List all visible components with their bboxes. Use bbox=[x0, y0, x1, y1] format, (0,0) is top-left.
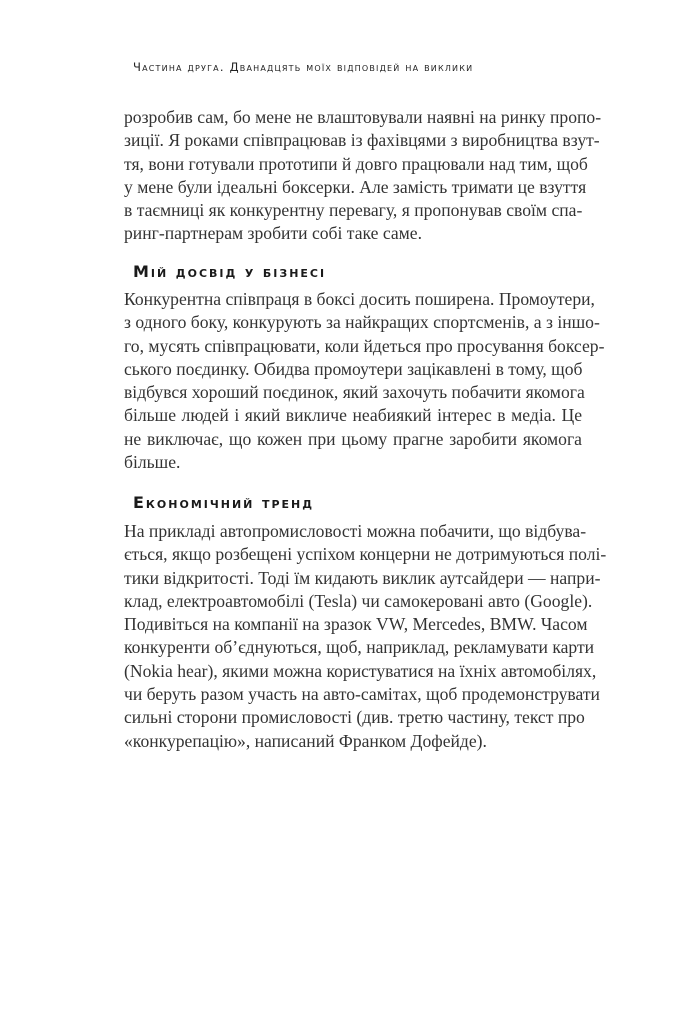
text-line: (Nokia hear), якими можна користуватися на їхніх автомобілях, bbox=[124, 660, 597, 681]
text-line: клад, електроавтомобілі (Tesla) чи самокеровані авто (Google). bbox=[124, 590, 593, 611]
text-line: зиції. Я роками співпрацював із фахівцями з виробництва взут- bbox=[124, 130, 600, 151]
paragraph-continuation bbox=[124, 106, 602, 246]
text-line: ринг-партнерам зробити собі таке саме. bbox=[124, 223, 423, 244]
text-line: більше людей і який викличе неабиякий інтерес в медіа. Це bbox=[124, 405, 582, 426]
text-line: тя, вони готували прототипи й довго працювали над тим, щоб bbox=[124, 153, 588, 174]
text-line: Подивіться на компанії на зразок VW, Mercedes, BMW. Часом bbox=[124, 614, 588, 635]
section-heading-business: Мій досвід у бізнесі bbox=[133, 262, 327, 281]
text-line: розробив сам, бо мене не влаштовували наявні на ринку пропо- bbox=[124, 107, 602, 127]
text-line: відбувся хороший поєдинок, який захочуть побачити якомога bbox=[124, 382, 585, 403]
text-line: в таємниці як конкурентну перевагу, я пропонував своїм спа- bbox=[124, 200, 583, 221]
text-line: ського поєдинку. Обидва промоутери зацікавлені в тому, щоб bbox=[124, 358, 583, 379]
paragraph-economic-trend bbox=[124, 520, 607, 753]
section-heading-economic-trend: Економічний тренд bbox=[133, 493, 315, 512]
text-line: Конкурентна співпраця в боксі досить поширена. Промоутери, bbox=[124, 289, 595, 309]
text-line: більше. bbox=[124, 452, 181, 473]
text-line: тики відкритості. Тоді їм кидають виклик аутсайдери — напри- bbox=[124, 567, 601, 588]
text-line: у мене були ідеальні боксерки. Але замість тримати це взуття bbox=[124, 176, 587, 197]
text-line: конкуренти об’єднуються, щоб, наприклад, рекламувати карти bbox=[124, 637, 595, 658]
paragraph-business bbox=[124, 288, 605, 474]
text-line: чи беруть разом участь на авто-самітах, щоб продемонструвати bbox=[124, 684, 600, 705]
text-line: сильні сторони промисловості (див. третю частину, текст про bbox=[124, 707, 585, 728]
text-line: На прикладі автопромисловості можна побачити, що відбува- bbox=[124, 521, 587, 541]
running-head: Частина друга. Дванадцять моїх відповідей на виклики bbox=[133, 60, 474, 74]
text-line: го, мусять співпрацювати, коли йдеться про просування боксер- bbox=[124, 335, 605, 356]
text-line: ється, якщо розбещені успіхом концерни не дотримуються полі- bbox=[124, 544, 607, 565]
text-line: з одного боку, конкурують за найкращих спортсменів, а з іншо- bbox=[124, 312, 600, 333]
text-line: «конкурепацію», написаний Франком Дофейде). bbox=[124, 730, 487, 751]
text-line: не виключає, що кожен при цьому прагне заробити якомога bbox=[124, 428, 582, 449]
